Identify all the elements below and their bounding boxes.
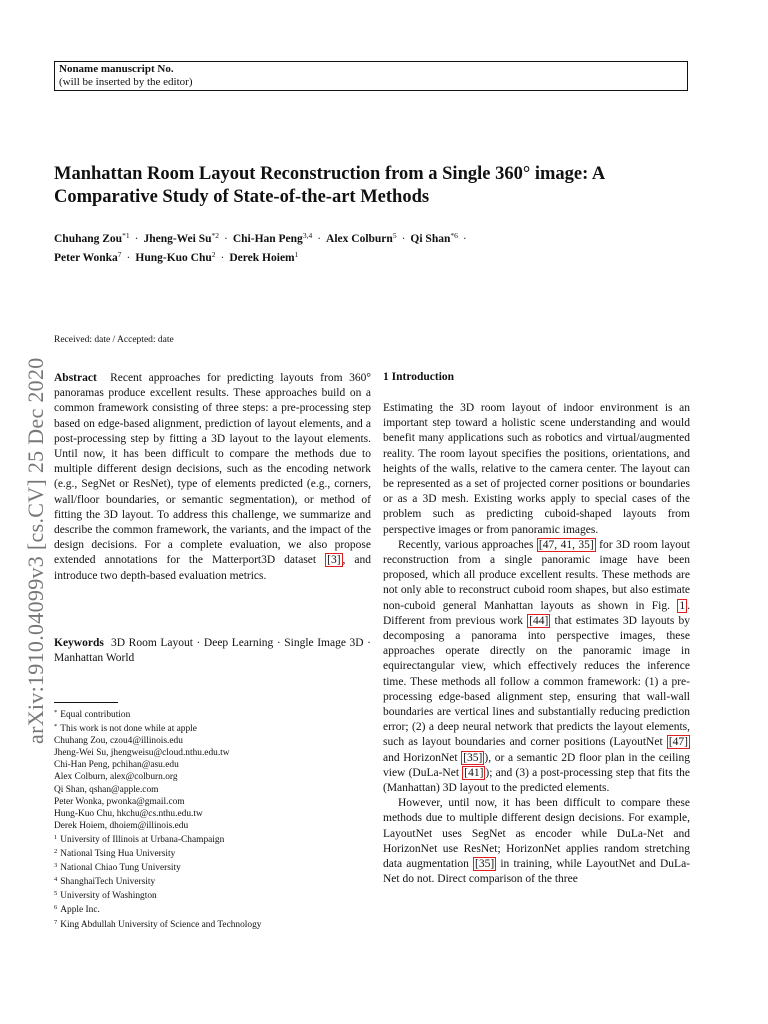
citation-link[interactable]: [35] [463, 751, 483, 764]
footnote-rule [54, 702, 118, 703]
author-separator: · [224, 233, 228, 245]
paragraph-text: ), or a semantic 2D floor plan in the ceiling view (DuLa-Net [383, 751, 690, 779]
paragraph-text: for 3D room layout reconstruction from a single panoramic image have been proposed, which all produce excellent results. These methods are not only able to reconstruct cuboid room shapes, but also estimate non-cuboid general Manhattan layouts as shown in Fig. [383, 538, 691, 612]
footnote: * This work is not done while at apple [54, 723, 197, 735]
citation-link[interactable]: 1 [679, 599, 686, 612]
author-separator: · [126, 252, 131, 264]
author-name: Chi-Han Peng [232, 233, 303, 245]
abstract-label: Abstract [54, 372, 97, 384]
author-name: Qi Shan [410, 233, 451, 245]
paragraph-text: ); and (3) a post-processing step that fits the (Manhattan) 3D layout to the predicted elements. [383, 766, 690, 795]
intro-paragraph-1: Estimating the 3D room layout of indoor environment is an important step toward a holistic scene understanding and would benefit many applications such as robotics and virtual/augmented reality. The room layout specifies the positions, orientations, and heights of the walls, relative to the camera center. The layout can be represented as a set of projected corner positions or boundaries or as a 3D mesh. Existing works apply to special cases of the problem such as predicting cuboid-shaped layouts from perspective images or from panoramic images. [383, 402, 690, 536]
paragraph-text: Recently, various approaches [398, 538, 537, 551]
footnote: Derek Hoiem, dhoiem@illinois.edu [54, 820, 189, 831]
author-affiliation: 7 [117, 250, 122, 259]
paragraph-text: . Different from previous work [383, 599, 690, 627]
author-separator: · [462, 233, 467, 245]
author-line-2 [54, 247, 704, 266]
keywords [54, 636, 371, 666]
citation-link[interactable]: [3] [327, 554, 341, 567]
arxiv-stamp: arXiv:1910.04099v3 [cs.CV] 25 Dec 2020 [23, 357, 48, 744]
footnote: Alex Colburn, alex@colburn.org [54, 772, 178, 783]
abstract-text: Recent approaches for predicting layouts from 360° panoramas produce excellent results. These approaches build on a common framework consisting of three steps: a pre-processing step based on edge-based alignment, prediction of layout elements, and a post-processing step by fitting a 3D layout to the layout elements. Until now, it has been difficult to compare the methods due to multiple different design decisions, such as the encoding network (e.g., SegNet or ResNet), type of elements predicted (e.g., corners, wall/floor boundaries, or semantic segmentation), or method of fitting the 3D layout. To address this challenge, we summarize and describe the common framework, the variants, and the impact of the design decisions. For a complete evaluation, we also propose extended annotations for the Matterport3D dataset [54, 372, 372, 567]
citation-link[interactable]: [47, 41, 35] [538, 538, 594, 551]
footnote: * Equal contribution [54, 709, 131, 720]
keywords-label: Keywords [54, 637, 104, 649]
footnote: $^2$ National Tsing Hua University [54, 848, 176, 860]
abstract [54, 371, 371, 584]
footnote: Chi-Han Peng, pchihan@asu.edu [54, 760, 179, 771]
author-affiliation: *2 [211, 231, 219, 240]
manuscript-header-box [54, 61, 688, 91]
title-line-2: Comparative Study of State-of-the-art Methods [54, 187, 430, 207]
title-line-1: Manhattan Room Layout Reconstruction from a Single 360° image: A [54, 164, 606, 184]
footnote: Jheng-Wei Su, jhengweisu@cloud.nthu.edu.tw [54, 748, 230, 759]
paragraph-text: and HorizonNet [383, 751, 462, 764]
author-affiliation: *1 [122, 231, 130, 240]
manuscript-number: Noname manuscript No. [59, 63, 174, 75]
author-name: Jheng-Wei Su [143, 233, 212, 245]
editor-note: (will be inserted by the editor) [59, 76, 193, 88]
footnote: Qi Shan, qshan@apple.com [54, 784, 159, 795]
author-separator: · [134, 233, 139, 245]
footnotes [54, 707, 371, 931]
author-affiliation: *6 [450, 231, 458, 240]
keywords-text: 3D Room Layout · Deep Learning · Single Image 3D · Manhattan World [54, 637, 372, 665]
abstract-text-end: , and introduce two depth-based evaluation metrics. [54, 554, 372, 582]
footnote: $^1$ University of Illinois at Urbana-Champaign [54, 833, 225, 845]
received-date: Received: date / Accepted: date [54, 335, 174, 345]
citation-link[interactable]: [35] [475, 858, 495, 871]
author-affiliation: 2 [211, 250, 216, 259]
footnote: $^6$ Apple Inc. [54, 904, 100, 916]
author-name: Alex Colburn [326, 233, 393, 245]
author-name: Peter Wonka [54, 252, 118, 264]
author-line-1 [54, 228, 704, 247]
section-heading-introduction: 1 Introduction [383, 371, 455, 383]
citation-link[interactable]: [44] [529, 614, 549, 627]
author-separator: · [220, 252, 225, 264]
footnote: Peter Wonka, pwonka@gmail.com [54, 796, 185, 807]
author-name: Chuhang Zou [54, 233, 123, 245]
paragraph-text: However, until now, it has been difficult to compare these methods due to multiple different design decisions. For example, LayoutNet uses SegNet as encoder while DuLa-Net and HorizonNet use ResNet; HorizonNet applies random stretching data augmentation [383, 797, 690, 871]
footnote: $^4$ ShanghaiTech University [54, 876, 156, 888]
citation-link[interactable]: [47] [668, 736, 688, 749]
author-list [54, 228, 704, 266]
paragraph-text: that estimates 3D layouts by decomposing a panorama into perspective images, these approaches operate directly on the panoramic image in equirectangular view, which effectively reduces the inference time. These methods all follow a common framework: (1) a pre-processing edge-based alignment step, ensuring that wall-wall boundaries are vertical lines and substantially reducing prediction error; (2) a deep neural network that predicts the layout elements, such as layout boundaries and corner positions (LayoutNet [383, 614, 690, 749]
paper-title [54, 163, 704, 209]
footnote: $^3$ National Chiao Tung University [54, 862, 181, 874]
author-affiliation: 3,4 [302, 231, 313, 240]
author-affiliation: 1 [294, 250, 299, 259]
author-name: Hung-Kuo Chu [135, 252, 212, 264]
author-separator: · [401, 233, 406, 245]
intro-paragraph-3 [383, 796, 690, 887]
paragraph-text: in training, while LayoutNet and DuLa-Net do not. Direct comparison of the three [383, 858, 691, 886]
footnote: $^5$ University of Washington [54, 890, 157, 902]
introduction-body [383, 401, 690, 888]
author-affiliation: 5 [392, 231, 397, 240]
footnote: Chuhang Zou, czou4@illinois.edu [54, 736, 183, 747]
author-name: Derek Hoiem [229, 252, 295, 264]
footnote: Hung-Kuo Chu, hkchu@cs.nthu.edu.tw [54, 808, 203, 819]
intro-paragraph-2 [383, 538, 690, 796]
citation-link[interactable]: [41] [464, 766, 484, 779]
author-separator: · [317, 233, 322, 245]
footnote: $^7$ King Abdullah University of Science and Technology [54, 918, 262, 930]
